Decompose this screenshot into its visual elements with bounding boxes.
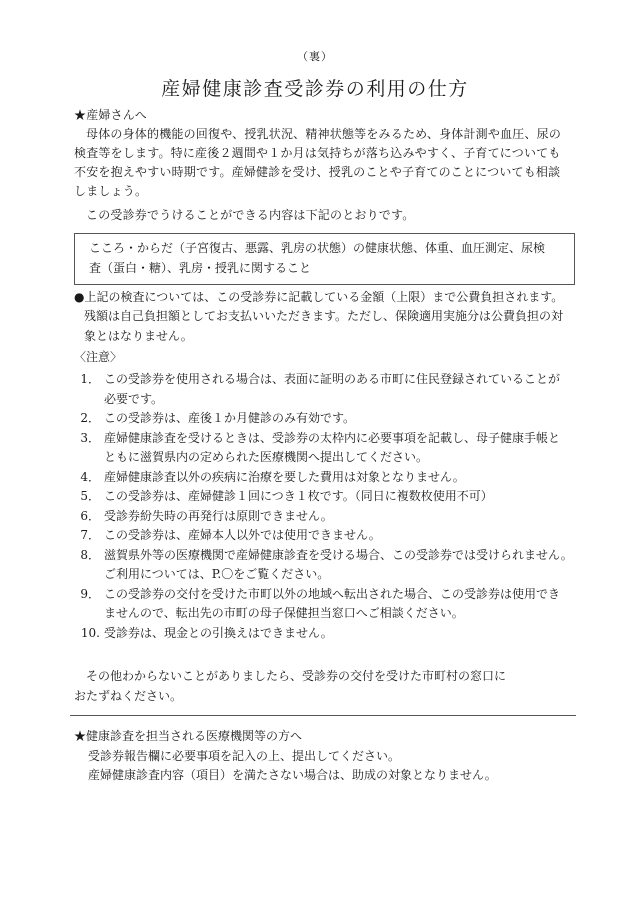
note-text: 産婦健康診査以外の疾病に治療を要した費用は対象となりません。: [104, 469, 465, 484]
medical-section: [74, 727, 574, 786]
note-text: この受診券を使用される場合は、表面に証明のある市町に住民登録されていることが: [104, 372, 561, 386]
content-box-line-2: 査（蛋白・糖）、乳房・授乳に関すること: [89, 260, 312, 275]
note-number: 3．: [80, 430, 100, 445]
intro-line-3: 不安を抱えやすい時期です。産婦健診を受け、授乳のことや子育てのことについても相談: [74, 165, 561, 179]
note-text: 産婦健康診査を受けるときは、受診券の太枠内に必要事項を記載し、母子健康手帳と: [104, 430, 561, 445]
content-lead: この受診券でうけることができる内容は下記のとおりです。: [86, 208, 415, 222]
note-number: 1．: [80, 372, 100, 386]
note-item: [76, 585, 576, 624]
note-item: [76, 487, 576, 507]
mother-section-heading: ★産婦さんへ: [74, 108, 147, 122]
medical-section-heading: ★健康診査を担当される医療機関等の方へ: [74, 729, 303, 743]
section-divider: [70, 715, 576, 716]
medical-line-2: 産婦健康診査内容（項目）を満たさない場合は、助成の対象となりません。: [88, 768, 497, 782]
notes-list: [76, 370, 576, 643]
closing-text: [74, 667, 574, 706]
content-box-line-1: こころ・からだ（子宮復古、悪露、乳房の状態）の健康状態、体重、血圧測定、尿検: [89, 241, 546, 255]
cost-note: [74, 288, 579, 346]
intro-line-4: しましょう。: [74, 184, 148, 198]
intro-line-1: 母体の身体的機能の回復や、授乳状況、精神状態等をみるため、身体計測や血圧、尿の: [86, 127, 562, 141]
note-item: [76, 429, 576, 468]
note-text: 受診券紛失時の再発行は原則できません。: [104, 508, 333, 523]
note-item: [76, 468, 576, 488]
cost-note-line-1: ●上記の検査については、この受診券に記載している金額（上限）まで公費負担されます。: [74, 290, 564, 304]
note-item: [76, 624, 576, 644]
note-number: 7．: [80, 528, 100, 542]
note-number: 5．: [80, 489, 100, 503]
note-number: 2．: [80, 411, 100, 425]
page-title: 産婦健康診査受診券の利用の仕方: [161, 78, 469, 100]
notes-heading: 〈注意〉: [74, 350, 123, 364]
note-number: 8．: [80, 547, 100, 562]
note-text: 必要です。: [104, 391, 164, 406]
note-text: 滋賀県外等の医療機関で産婦健康診査を受ける場合、この受診券では受けられません。: [104, 547, 573, 562]
closing-line-2: おたずねください。: [74, 688, 183, 703]
note-text: この受診券は、産後１か月健診のみ有効です。: [104, 411, 356, 425]
note-text: この受診券の交付を受けた市町以外の地域へ転出された場合、この受診券は使用でき: [104, 586, 561, 601]
note-text: 受診券は、現金との引換えはできません。: [104, 625, 333, 640]
cost-note-line-3: 象とはなりません。: [84, 328, 193, 343]
note-item: [76, 370, 576, 409]
content-box: [74, 233, 575, 285]
note-number: 9．: [80, 586, 100, 601]
note-text: この受診券は、産婦本人以外では使用できません。: [104, 528, 381, 542]
note-number: 4．: [80, 469, 100, 484]
note-text: この受診券は、産婦健診１回につき１枚です。（同日に複数枚使用不可）: [104, 489, 493, 503]
note-number: 6．: [80, 508, 100, 523]
note-item: [76, 526, 576, 546]
cost-note-line-2: 残額は自己負担額としてお支払いいただきます。ただし、保険適用実施分は公費負担の対: [84, 309, 564, 324]
intro-line-2: 検査等をします。特に産後２週間や１か月は気持ちが落ち込みやすく、子育てについても: [74, 146, 561, 160]
note-number: 10.: [80, 625, 100, 640]
note-text: ませんので、転出先の市町の母子保健担当窓口へご相談ください。: [104, 606, 464, 620]
note-item: [76, 546, 576, 585]
note-item: [76, 507, 576, 527]
note-text: ご利用については、P.〇をご覧ください。: [104, 567, 330, 581]
note-item: [76, 409, 576, 429]
closing-line-1: その他わからないことがありましたら、受診券の交付を受けた市町村の窓口に: [86, 669, 507, 683]
note-text: ともに滋賀県内の定められた医療機関へ提出してください。: [104, 450, 429, 464]
medical-line-1: 受診券報告欄に必要事項を記入の上、提出してください。: [88, 748, 401, 763]
side-label: （裏）: [297, 50, 333, 63]
